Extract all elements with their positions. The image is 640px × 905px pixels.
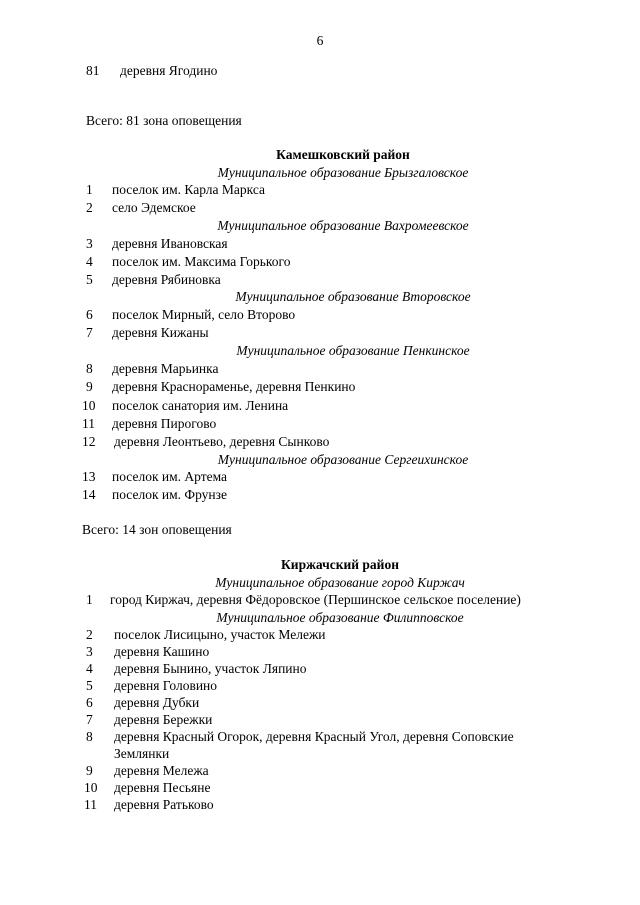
- list-item: [0, 762, 640, 780]
- item-number: 6: [86, 307, 93, 322]
- item-number: 4: [86, 254, 93, 269]
- total-text: Всего: 14 зон оповещения: [82, 522, 232, 537]
- municipality-title: Муниципальное образование Второвское: [235, 289, 471, 304]
- item-name: деревня Песьяне: [114, 780, 211, 795]
- item-number: 81: [86, 63, 100, 78]
- list-item: [0, 199, 640, 217]
- list-item: [0, 378, 640, 396]
- list-item: [0, 796, 640, 814]
- item-name: деревня Пирогово: [112, 416, 217, 431]
- item-number: 13: [82, 469, 96, 484]
- item-name: поселок им. Максима Горького: [112, 254, 291, 269]
- list-item: [0, 360, 640, 378]
- item-name: деревня Красный Огорок, деревня Красный Угол, деревня Соповские: [114, 729, 514, 744]
- municipality-title: Муниципальное образование Пенкинское: [236, 343, 470, 358]
- list-item: [0, 694, 640, 712]
- item-name: деревня Леонтьево, деревня Сынково: [114, 434, 330, 449]
- item-name: город Киржач, деревня Фёдоровское (Першинское сельское поселение): [110, 592, 521, 607]
- municipality-title: Муниципальное образование Брызгаловское: [217, 165, 469, 180]
- list-item: [0, 433, 640, 451]
- list-item: [0, 324, 640, 342]
- list-item: [0, 235, 640, 253]
- item-number: 14: [82, 487, 96, 502]
- list-item: [0, 677, 640, 695]
- list-item-continuation: [0, 745, 640, 763]
- list-item: [0, 62, 640, 80]
- item-name: поселок им. Карла Маркса: [112, 182, 266, 197]
- item-number: 10: [84, 780, 98, 795]
- list-item: [0, 728, 640, 746]
- item-number: 11: [84, 797, 97, 812]
- item-name: поселок им. Артема: [112, 469, 228, 484]
- item-number: 11: [82, 416, 95, 431]
- total-text: Всего: 81 зона оповещения: [86, 113, 242, 128]
- list-item: [0, 306, 640, 324]
- list-item: [0, 486, 640, 504]
- item-name: деревня Краснораменье, деревня Пенкино: [112, 379, 356, 394]
- item-number: 8: [86, 361, 93, 376]
- item-name: деревня Головино: [114, 678, 218, 693]
- item-name: деревня Ивановская: [112, 236, 228, 251]
- list-item: [0, 711, 640, 729]
- item-name: деревня Дубки: [114, 695, 200, 710]
- item-name: поселок Лисицыно, участок Мележи: [114, 627, 326, 642]
- list-item: [0, 271, 640, 289]
- list-item: [0, 253, 640, 271]
- item-name: поселок Мирный, село Второво: [112, 307, 296, 322]
- list-item: [0, 591, 640, 609]
- item-number: 2: [86, 627, 93, 642]
- item-number: 7: [86, 712, 93, 727]
- item-name: деревня Ратьково: [114, 797, 214, 812]
- item-number: 1: [86, 182, 93, 197]
- total-line: [0, 112, 640, 130]
- list-item: [0, 779, 640, 797]
- list-item: [0, 468, 640, 486]
- item-number: 9: [86, 763, 93, 778]
- item-number: 4: [86, 661, 93, 676]
- list-item: [0, 415, 640, 433]
- item-number: 7: [86, 325, 93, 340]
- list-item: [0, 626, 640, 644]
- list-item: [0, 397, 640, 415]
- item-name: деревня Бережки: [114, 712, 213, 727]
- item-name: село Эдемское: [112, 200, 196, 215]
- item-name-continuation: Землянки: [114, 746, 170, 761]
- municipality-title: Муниципальное образование город Киржач: [215, 575, 465, 590]
- item-number: 1: [86, 592, 93, 607]
- item-name: деревня Ягодино: [120, 63, 218, 78]
- district-title: Камешковский район: [276, 147, 410, 162]
- item-number: 8: [86, 729, 93, 744]
- item-name: поселок санатория им. Ленина: [112, 398, 289, 413]
- total-line: [0, 521, 640, 539]
- municipality-title: Муниципальное образование Филипповское: [216, 610, 464, 625]
- item-name: деревня Бынино, участок Ляпино: [114, 661, 307, 676]
- item-number: 9: [86, 379, 93, 394]
- item-name: деревня Кижаны: [112, 325, 209, 340]
- list-item: [0, 181, 640, 199]
- list-item: [0, 643, 640, 661]
- page-number: 6: [316, 33, 324, 48]
- list-item: [0, 660, 640, 678]
- district-title: Киржачский район: [281, 557, 399, 572]
- municipality-title: Муниципальное образование Сергеихинское: [217, 452, 469, 467]
- item-name: деревня Кашино: [114, 644, 210, 659]
- item-name: деревня Рябиновка: [112, 272, 221, 287]
- item-number: 6: [86, 695, 93, 710]
- item-number: 3: [86, 644, 93, 659]
- item-number: 5: [86, 678, 93, 693]
- item-name: деревня Марьинка: [112, 361, 219, 376]
- item-number: 5: [86, 272, 93, 287]
- item-number: 2: [86, 200, 93, 215]
- municipality-title: Муниципальное образование Вахромеевское: [217, 218, 469, 233]
- item-name: поселок им. Фрунзе: [112, 487, 227, 502]
- item-number: 10: [82, 398, 96, 413]
- item-number: 12: [82, 434, 96, 449]
- item-name: деревня Мележа: [114, 763, 209, 778]
- item-number: 3: [86, 236, 93, 251]
